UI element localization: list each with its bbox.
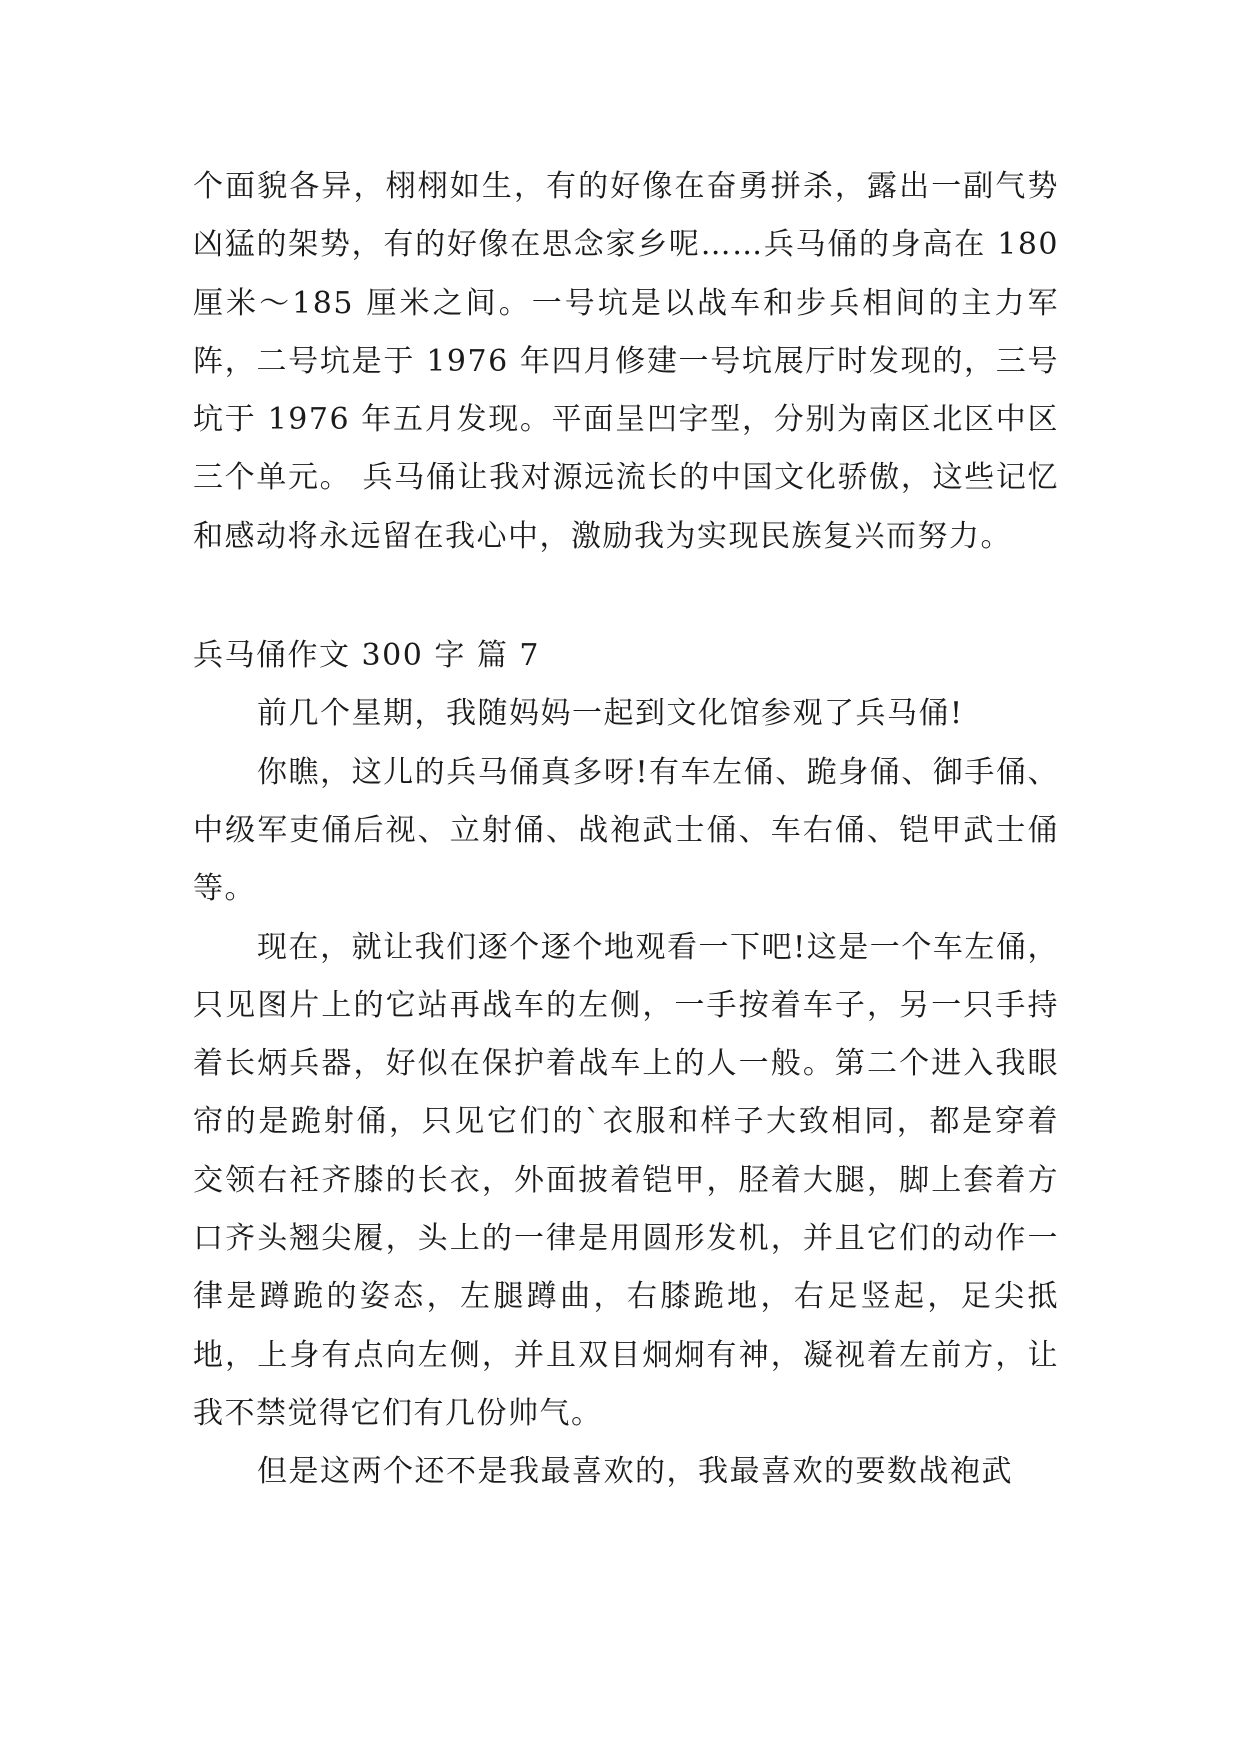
section-title: 兵马俑作文 300 字 篇 7 bbox=[193, 638, 540, 674]
paragraph: 现在，就让我们逐个逐个地观看一下吧!这是一个车左俑，只见图片上的它站再战车的左侧，一手按着车子，另一只手持着长炳兵器，好似在保护着战车上的人一般。第二个进入我眼帘的是跪射俑，只见它们的`衣服和样子大致相同，都是穿着交领右衽齐膝的长衣，外面披着铠甲，胫着大腿，脚上套着方口齐头翘尖履，头上的一律是用圆形发机，并且它们的动作一律是蹲跪的姿态，左腿蹲曲，右膝跪地，右足竖起，足尖抵地，上身有点向左侧，并且双目炯炯有神，凝视着左前方，让我不禁觉得它们有几份帅气。 bbox=[193, 929, 1059, 1431]
paragraph-continued: 个面貌各异，栩栩如生，有的好像在奋勇拼杀，露出一副气势凶猛的架势，有的好像在思念家乡呢……兵马俑的身高在 180 厘米～185 厘米之间。一号坑是以战车和步兵相间的主力军阵，二号坑是于 1976 年四月修建一号坑展厅时发现的，三号坑于 1976 年五月发现。平面呈凹字型，分别为南区北区中区三个单元。 兵马俑让我对源远流长的中国文化骄傲，这些记忆和感动将永远留在我心中，激励我为实现民族复兴而努力。 bbox=[193, 169, 1059, 554]
paragraph: 前几个星期，我随妈妈一起到文化馆参观了兵马俑! bbox=[257, 696, 964, 732]
paragraph: 你瞧，这儿的兵马俑真多呀!有车左俑、跪身俑、御手俑、中级军吏俑后视、立射俑、战袍武士俑、车右俑、铠甲武士俑等。 bbox=[193, 754, 1059, 907]
paragraph: 但是这两个还不是我最喜欢的，我最喜欢的要数战袍武 bbox=[257, 1454, 1013, 1490]
document-body bbox=[193, 158, 1059, 1502]
